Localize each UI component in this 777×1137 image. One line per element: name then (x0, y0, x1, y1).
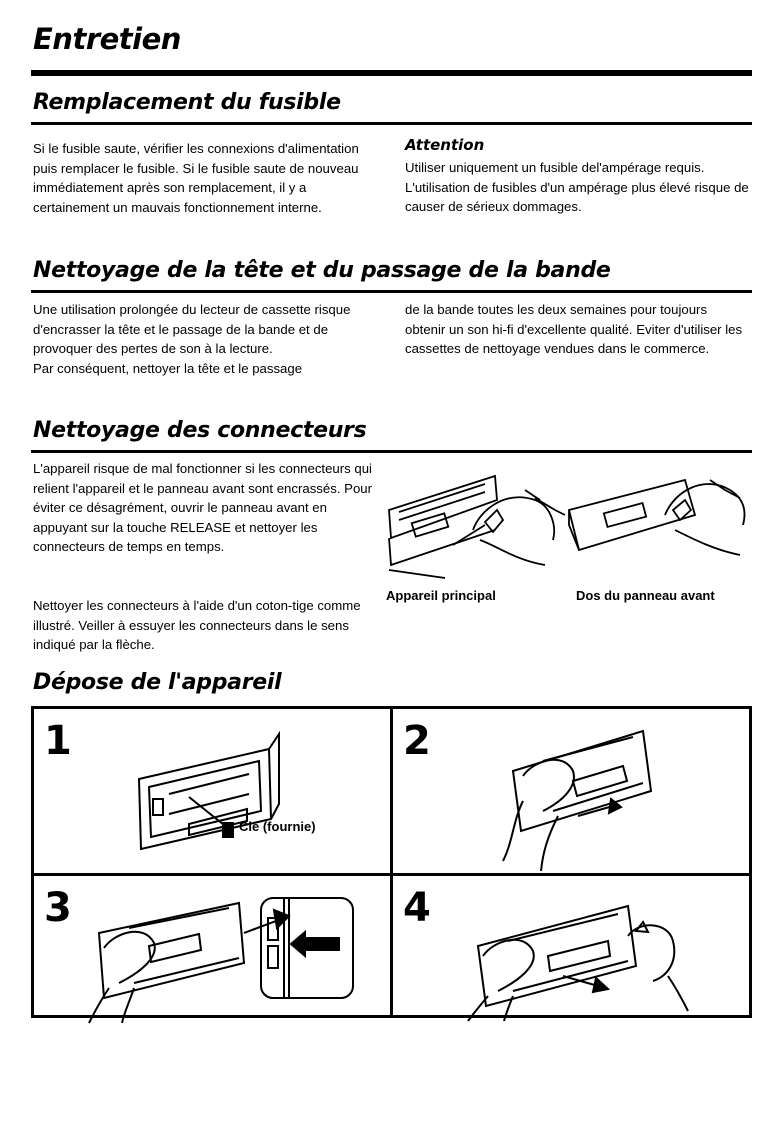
page-title: Entretien (33, 22, 181, 56)
caption-front-panel-back: Dos du panneau avant (576, 588, 715, 603)
step-1-number: 1 (44, 718, 72, 764)
fuse-body: Si le fusible saute, vérifier les connexions d'alimentation puis remplacer le fusible. Si le fusible saute de nouveau immédiatement après son remplacement, il y a certainement un mauvais fonctionnement interne. (33, 141, 359, 215)
fuse-heading: Remplacement du fusible (33, 90, 341, 115)
title-rule (31, 70, 752, 76)
head-cleaning-heading: Nettoyage de la tête et du passage de la bande (33, 258, 611, 283)
key-supplied-label: Clé (fournie) (239, 819, 316, 834)
fuse-rule (31, 122, 752, 125)
main-unit-illustration (385, 470, 565, 585)
head-cleaning-rule (31, 290, 752, 293)
step-2-illustration (503, 721, 673, 871)
step-4-panel (390, 873, 752, 1018)
step-2-number: 2 (403, 718, 431, 764)
head-cleaning-body-right: de la bande toutes les deux semaines pour toujours obtenir un son hi-fi d'excellente qualité. Eviter d'utiliser les cassettes de nettoyage vendues dans le commerce. (405, 302, 743, 356)
caption-main-unit: Appareil principal (386, 588, 496, 603)
connectors-heading: Nettoyage des connecteurs (33, 418, 367, 443)
removal-heading: Dépose de l'appareil (33, 670, 282, 695)
caution-heading: Attention (405, 136, 485, 154)
step-1-panel (31, 706, 393, 876)
step-3-panel (31, 873, 393, 1018)
connectors-rule (31, 450, 752, 453)
connectors-body-2: Nettoyer les connecteurs à l'aide d'un coton-tige comme illustré. Veiller à essuyer les connecteurs dans le sens indiqué par la flèche. (33, 598, 361, 652)
step-3-illustration (89, 888, 359, 1018)
step-4-number: 4 (403, 885, 431, 931)
step-3-number: 3 (44, 885, 72, 931)
front-panel-illustration (565, 470, 750, 580)
step-2-panel (390, 706, 752, 876)
head-cleaning-body-left: Une utilisation prolongée du lecteur de cassette risque d'encrasser la tête et le passage de la bande et de provoquer des pertes de son à la lecture. Par conséquent, nettoyer la tête et le passage (33, 302, 351, 376)
step-4-illustration (468, 886, 708, 1021)
caution-body: Utiliser uniquement un fusible del'ampérage requis. L'utilisation de fusibles d'un ampérage plus élevé risque de causer de sérieux dommages. (405, 160, 749, 214)
connectors-body-1: L'appareil risque de mal fonctionner si les connecteurs qui relient l'appareil et le panneau avant sont encrassés. Pour éviter ce désagrément, ouvrir le panneau avant en appuyant sur la touche RELEASE et nettoyer les connecteurs de temps en temps. (33, 461, 373, 554)
